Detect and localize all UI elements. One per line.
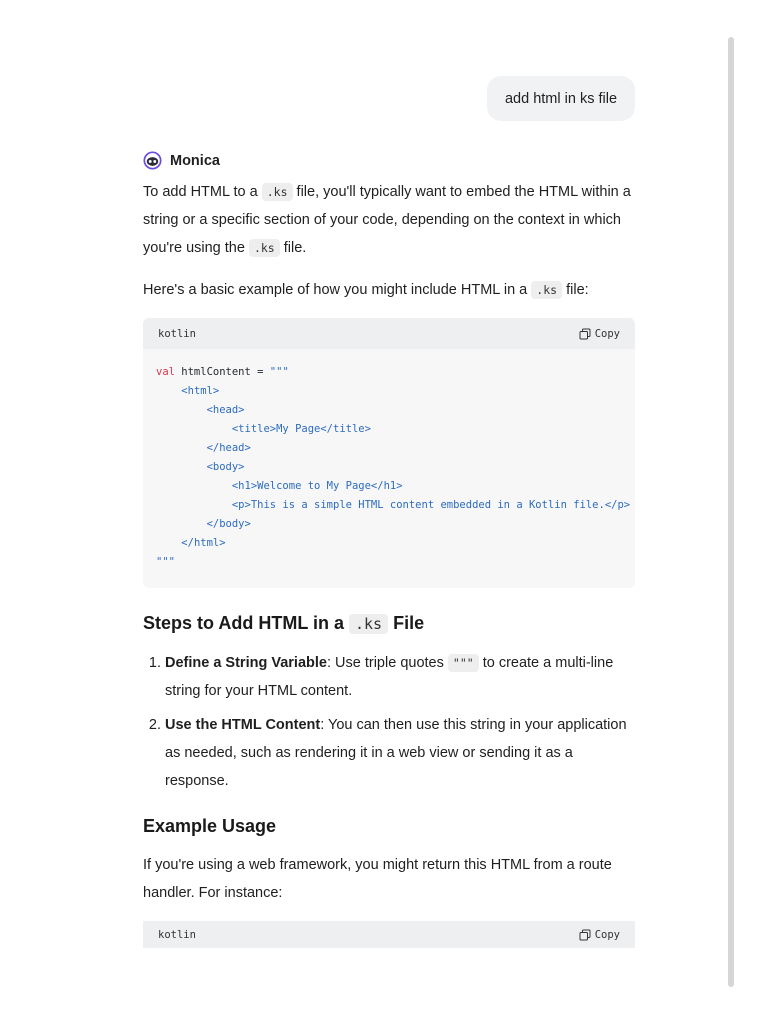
copy-label: Copy [594, 327, 620, 340]
inline-code: .ks [249, 239, 280, 257]
list-item: 1. Define a String Variable: Use triple quotes """ to create a multi-line string for your HTML content. [165, 649, 635, 705]
scrollbar[interactable] [728, 37, 734, 987]
inline-code: .ks [531, 281, 562, 299]
copy-icon [579, 328, 591, 340]
copy-button[interactable] [579, 921, 620, 949]
inline-code: .ks [262, 183, 293, 201]
code-block-header [143, 921, 635, 948]
intro-paragraph-2: Here's a basic example of how you might include HTML in a .ks file: [143, 282, 589, 298]
code-block [143, 318, 635, 588]
copy-label: Copy [594, 928, 620, 941]
copy-button[interactable] [579, 320, 620, 348]
intro-paragraph-1: To add HTML to a .ks file, you'll typically want to embed the HTML within a string or a specific section of your code, depending on the context in which you're using the .ks file. [143, 184, 631, 256]
code-block-header [143, 318, 635, 349]
code-content: val htmlContent = """ <html> <head> <title>My Page</title> </head> <body> <h1>Welcome to My Page</h1> <p>This is a simple HTML content embedded in a Kotlin file.</p> </body> </html> """ [156, 366, 631, 568]
code-block [143, 921, 635, 948]
monica-avatar-icon [143, 151, 162, 170]
inline-code: """ [448, 654, 479, 672]
list-item: 2. Use the HTML Content: You can then use this string in your application as needed, such as rendering it in a web view or sending it as a response. [165, 711, 635, 795]
steps-list [143, 649, 635, 795]
copy-icon [579, 929, 591, 941]
steps-heading: Steps to Add HTML in a .ks File [143, 613, 425, 633]
inline-code: .ks [349, 614, 388, 634]
usage-paragraph: If you're using a web framework, you might return this HTML from a route handler. For instance: [143, 857, 612, 901]
assistant-header [143, 151, 220, 170]
code-language-label: kotlin [158, 327, 196, 340]
assistant-message [143, 178, 635, 948]
assistant-name: Monica [170, 152, 220, 169]
user-message-text: add html in ks file [504, 90, 618, 107]
usage-heading: Example Usage [143, 816, 277, 836]
user-message-bubble [487, 76, 635, 121]
code-language-label: kotlin [158, 928, 196, 941]
